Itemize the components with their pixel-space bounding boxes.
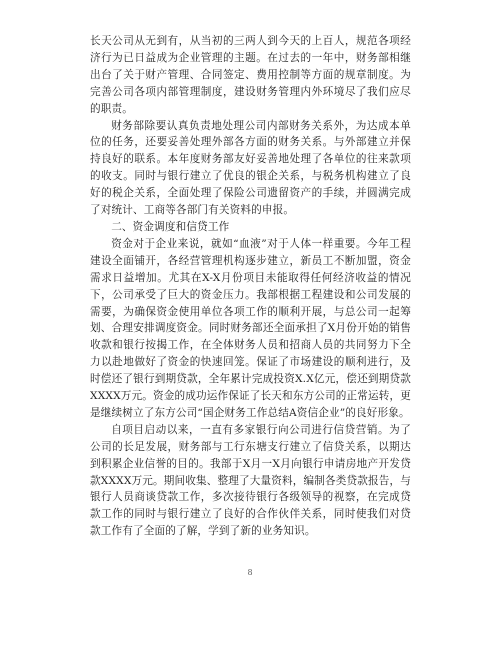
page-number: 8 [247, 568, 253, 577]
paragraph-financial-relations: 财务部除要认真负责地处理公司内部财务关系外，为达成本单位的任务，还要妥善处理外部各方面的财务关系。与外部建立并保持良好的联系。本年度财务部友好妥善地处理了各单位的往来款项的收支。同时与银行建立了优良的银企关系，与税务机构建立了良好的税企关系，全面处理了保险公司遗留资产的手续，并圆满完成了对统计、工商等各部门有关资料的申报。 [90, 119, 411, 217]
paragraph-credit: 自项目启动以来，一直有多家银行向公司进行信贷营销。为了公司的长足发展，财务部与工行东塘支行建立了信贷关系，以期达到积累企业信誉的目的。我部于X月一X月向银行申请房地产开发贷款XXXX万元。期间收集、整理了大量资料，编制各类贷款报告，与银行人员商谈贷款工作，多次接待银行各级领导的视察，在完成贷款工作的同时与银行建立了良好的合作伙伴关系，同时使我们对贷款工作有了全面的了解，学到了新的业务知识。 [90, 423, 411, 538]
paragraph-continuation: 长天公司从无到有，从当初的三两人到今天的上百人，规范各项经济行为已日益成为企业管理的主题。在过去的一年中，财务部相继出台了关于财产管理、合同签定、费用控制等方面的规章制度。为完善公司各项内部管理制度，建设财务管理内外环境尽了我们应尽的职责。 [90, 35, 411, 115]
paragraph-funding: 资金对于企业来说，就如“血液”对于人体一样重要。今年工程建设全面铺开，各经营管理机构逐步建立，新员工不断加盟，资金需求日益增加。尤其在X-X月份项目未能取得任何经济收益的情况下，公司承受了巨大的资金压力。我部根据工程建设和公司发展的需要，为确保资金使用单位各项工作的顺利开展，与总公司一起筹划、合理安排调度资金。同时财务部还全面承担了X月份开始的销售收款和银行按揭工作，在全体财务人员和招商人员的共同努力下全力以赴地做好了资金的快速回笼。保证了市场建设的顺利进行，及时偿还了银行到期贷款，全年累计完成投资X.X亿元，偿还到期贷款XXXX万元。资金的成功运作保证了长天和东方公司的正常运转，更是继续树立了东方公司“国企财务工作总结A资信企业”的良好形象。 [90, 237, 411, 419]
section-heading-funding: 二、资金调度和信贷工作 [111, 220, 230, 233]
document-body [90, 33, 411, 540]
